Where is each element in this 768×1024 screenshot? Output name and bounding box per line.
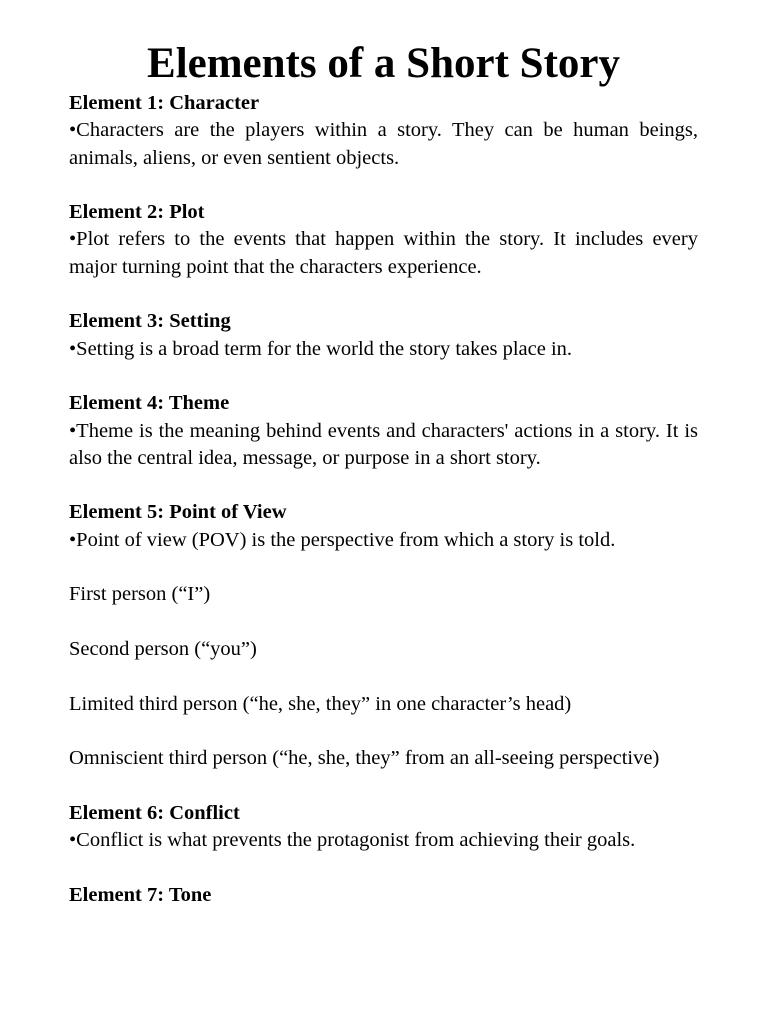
- element-heading: Element 6: Conflict: [69, 801, 240, 824]
- paragraph-spacer: [69, 472, 698, 499]
- pov-type-item: Omniscient third person (“he, she, they” from an all-seeing perspective): [69, 747, 660, 770]
- element-section-plot: [69, 199, 698, 308]
- pov-type-item: First person (“I”): [69, 583, 211, 606]
- element-description: •Setting is a broad term for the world the story takes place in.: [69, 337, 573, 360]
- element-section-conflict: [69, 800, 698, 882]
- element-heading: Element 3: Setting: [69, 310, 231, 333]
- element-description: •Conflict is what prevents the protagonist from achieving their goals.: [69, 829, 636, 852]
- paragraph-spacer: [69, 718, 698, 745]
- paragraph-spacer: [69, 281, 698, 308]
- paragraph-spacer: [69, 609, 698, 636]
- pov-type-item: Second person (“you”): [69, 637, 257, 660]
- paragraph-spacer: [69, 772, 698, 799]
- element-heading: Element 7: Tone: [69, 883, 212, 906]
- element-heading: Element 2: Plot: [69, 201, 205, 224]
- element-section-tone: [69, 882, 698, 909]
- paragraph-spacer: [69, 172, 698, 199]
- element-heading: Element 1: Character: [69, 92, 260, 114]
- document-page: [69, 0, 698, 909]
- element-heading: Element 5: Point of View: [69, 501, 287, 524]
- element-heading: Element 4: Theme: [69, 392, 230, 415]
- page-title: Elements of a Short Story: [147, 40, 620, 87]
- element-description: •Point of view (POV) is the perspective from which a story is told.: [69, 528, 616, 551]
- element-section-theme: [69, 390, 698, 499]
- paragraph-spacer: [69, 363, 698, 390]
- element-description: •Characters are the players within a story. They can be human beings, animals, aliens, or even sentient objects.: [69, 119, 698, 169]
- paragraph-spacer: [69, 854, 698, 881]
- paragraph-spacer: [69, 663, 698, 690]
- element-description: •Plot refers to the events that happen within the story. It includes every major turning point that the characters experience.: [69, 228, 698, 278]
- paragraph-spacer: [69, 554, 698, 581]
- element-section-character: [69, 90, 698, 199]
- pov-type-item: Limited third person (“he, she, they” in one character’s head): [69, 692, 572, 715]
- element-description: •Theme is the meaning behind events and characters' actions in a story. It is also the central idea, message, or purpose in a short story.: [69, 419, 698, 469]
- element-section-setting: [69, 308, 698, 390]
- element-section-point-of-view: [69, 499, 698, 799]
